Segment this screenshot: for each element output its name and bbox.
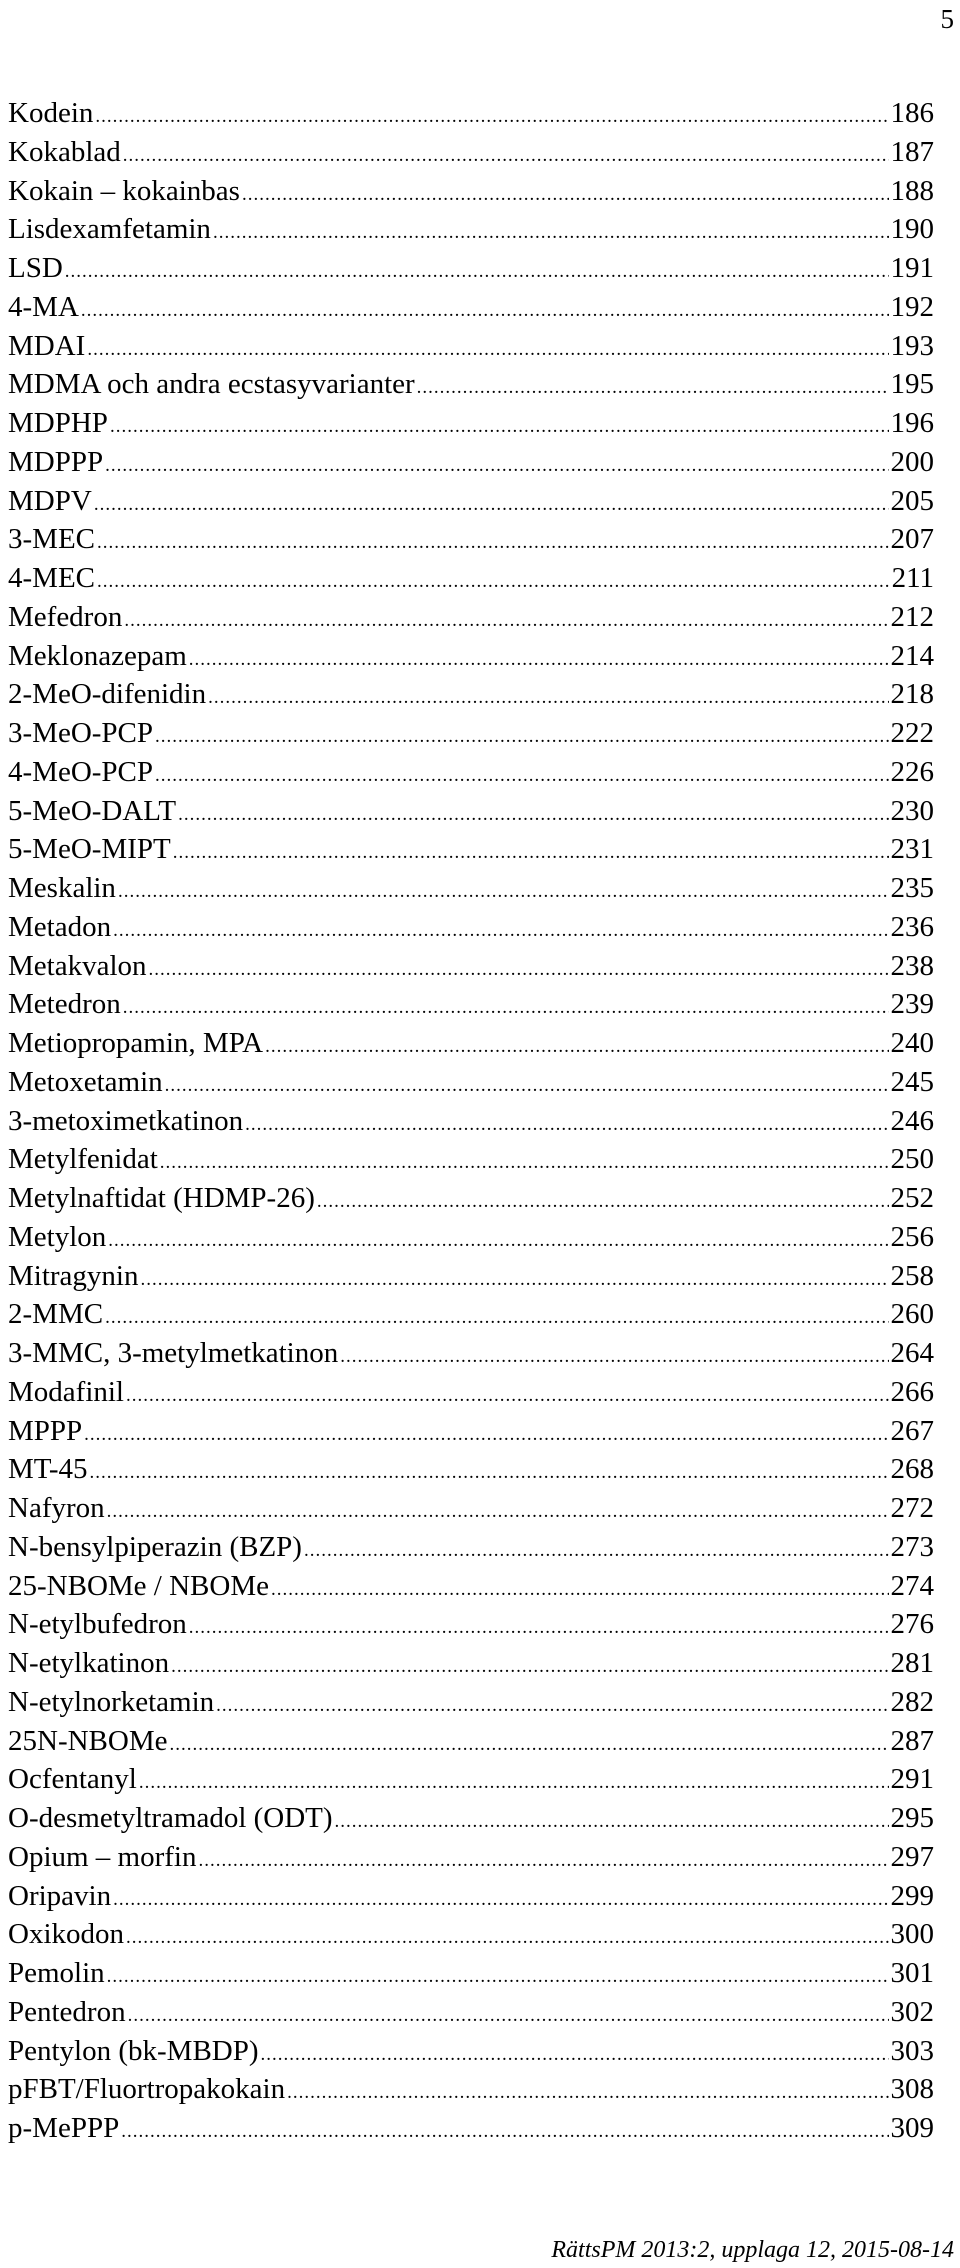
toc-dot-leader <box>340 1347 888 1366</box>
toc-entry-label: Ocfentanyl <box>8 1763 137 1796</box>
toc-dot-leader <box>178 805 888 824</box>
toc-entry[interactable] <box>8 835 934 874</box>
toc-entry-page: 193 <box>890 329 934 362</box>
toc-entry[interactable] <box>8 135 934 177</box>
toc-entry-page: 192 <box>890 290 934 323</box>
toc-dot-leader <box>170 1735 889 1754</box>
toc-entry[interactable] <box>8 254 934 293</box>
toc-dot-leader <box>261 2045 889 2064</box>
toc-entry[interactable] <box>8 1259 934 1301</box>
toc-dot-leader <box>216 1696 888 1715</box>
toc-entry-label: Metylon <box>8 1220 107 1253</box>
toc-entry-label: Modafinil <box>8 1375 124 1408</box>
toc-entry-label: Mitragynin <box>8 1259 139 1292</box>
toc-entry[interactable] <box>8 1029 934 1068</box>
toc-entry-page: 190 <box>890 213 934 246</box>
toc-entry[interactable] <box>8 1569 934 1611</box>
toc-entry-label: Mefedron <box>8 600 123 633</box>
toc-dot-leader <box>189 650 889 669</box>
toc-entry-page: 207 <box>890 523 934 556</box>
toc-entry-page: 281 <box>890 1647 934 1679</box>
table-of-contents <box>8 99 934 2153</box>
page-number: 5 <box>940 4 954 34</box>
toc-entry-label: Kodein <box>8 97 94 129</box>
toc-entry[interactable] <box>8 1959 934 1998</box>
toc-entry-label: Oripavin <box>8 1879 112 1912</box>
toc-entry-page: 258 <box>890 1259 934 1292</box>
toc-entry-page: 260 <box>890 1298 934 1331</box>
toc-dot-leader <box>123 146 889 165</box>
toc-entry[interactable] <box>8 1494 934 1533</box>
toc-entry-label: 3-MMC, 3-metylmetkatinon <box>8 1337 339 1369</box>
toc-entry-label: Nafyron <box>8 1492 105 1524</box>
toc-entry-label: MDAI <box>8 329 86 362</box>
toc-entry[interactable] <box>8 1145 934 1184</box>
toc-entry-page: 299 <box>890 1879 934 1912</box>
toc-entry[interactable] <box>8 1685 934 1727</box>
toc-entry[interactable] <box>8 409 934 448</box>
toc-entry-label: MDPV <box>8 484 92 517</box>
toc-entry-label: Metylnaftidat (HDMP-26) <box>8 1182 315 1214</box>
toc-entry[interactable] <box>8 874 934 913</box>
toc-entry[interactable] <box>8 564 934 603</box>
toc-entry[interactable] <box>8 1649 934 1688</box>
toc-entry-label: p-MePPP <box>8 2112 120 2144</box>
toc-entry-page: 238 <box>890 949 934 982</box>
toc-entry-label: 2-MMC <box>8 1298 104 1331</box>
toc-dot-leader <box>81 301 889 320</box>
toc-dot-leader <box>128 2006 889 2025</box>
toc-entry-label: MDPPP <box>8 445 104 478</box>
toc-entry-page: 268 <box>890 1453 934 1486</box>
toc-entry[interactable] <box>8 794 934 836</box>
toc-dot-leader <box>141 1270 889 1289</box>
toc-entry-page: 211 <box>891 562 934 594</box>
toc-entry[interactable] <box>8 2075 934 2114</box>
toc-entry[interactable] <box>8 329 934 371</box>
toc-entry-label: 4-MEC <box>8 562 95 594</box>
toc-dot-leader <box>271 1580 889 1599</box>
toc-entry-label: O-desmetyltramadol (ODT) <box>8 1802 333 1834</box>
toc-entry-label: 5-MeO-MIPT <box>8 833 171 866</box>
toc-entry-label: MDPHP <box>8 407 108 439</box>
toc-dot-leader <box>155 727 888 746</box>
toc-entry-page: 200 <box>890 445 934 478</box>
toc-dot-leader <box>208 688 888 707</box>
toc-entry-label: Pentylon (bk-MBDP) <box>8 2034 259 2067</box>
toc-dot-leader <box>113 921 888 940</box>
toc-entry-page: 274 <box>890 1569 934 1602</box>
toc-dot-leader <box>108 1231 888 1250</box>
toc-entry-label: MT-45 <box>8 1453 88 1486</box>
toc-entry-page: 273 <box>890 1530 934 1563</box>
toc-entry[interactable] <box>8 99 934 138</box>
toc-entry[interactable] <box>8 910 934 952</box>
toc-entry-page: 246 <box>890 1104 934 1137</box>
toc-dot-leader <box>139 1773 889 1792</box>
toc-dot-leader <box>90 1463 889 1482</box>
toc-entry-page: 297 <box>890 1840 934 1873</box>
toc-entry-page: 300 <box>890 1918 934 1951</box>
toc-entry-label: 25N-NBOMe <box>8 1724 168 1757</box>
toc-entry-label: Meskalin <box>8 872 116 904</box>
toc-entry-page: 295 <box>890 1802 934 1834</box>
toc-entry-label: pFBT/Fluortropakokain <box>8 2073 286 2106</box>
toc-dot-leader <box>87 340 888 359</box>
toc-entry-page: 196 <box>890 407 934 439</box>
toc-entry[interactable] <box>8 525 934 564</box>
toc-dot-leader <box>160 1153 889 1172</box>
toc-entry-page: 218 <box>890 678 934 711</box>
toc-dot-leader <box>84 1425 888 1444</box>
toc-entry-page: 226 <box>890 755 934 788</box>
toc-entry-label: Metedron <box>8 988 121 1021</box>
toc-entry-label: Metiopropamin, MPA <box>8 1027 264 1059</box>
toc-entry-page: 256 <box>890 1220 934 1253</box>
toc-entry-label: Metoxetamin <box>8 1065 163 1098</box>
toc-entry-label: Metylfenidat <box>8 1143 158 1176</box>
toc-entry-page: 264 <box>890 1337 934 1369</box>
toc-entry[interactable] <box>8 215 934 254</box>
toc-entry[interactable] <box>8 949 934 991</box>
toc-entry-page: 250 <box>890 1143 934 1176</box>
toc-entry[interactable] <box>8 290 934 332</box>
toc-entry[interactable] <box>8 1300 934 1339</box>
toc-entry-label: 3-MEC <box>8 523 95 556</box>
toc-entry-page: 266 <box>890 1375 934 1408</box>
toc-entry-page: 195 <box>890 368 934 401</box>
toc-dot-leader <box>317 1192 889 1211</box>
toc-dot-leader <box>107 1502 889 1521</box>
toc-entry[interactable] <box>8 639 934 681</box>
toc-entry[interactable] <box>8 174 934 216</box>
toc-entry-page: 186 <box>890 97 934 129</box>
toc-dot-leader <box>126 1386 889 1405</box>
toc-entry-page: 301 <box>890 1957 934 1989</box>
toc-entry-label: Metadon <box>8 910 112 943</box>
toc-entry-page: 230 <box>890 794 934 827</box>
toc-dot-leader <box>95 107 888 126</box>
toc-dot-leader <box>213 223 889 242</box>
toc-dot-leader <box>94 495 889 514</box>
toc-dot-leader <box>242 185 889 204</box>
toc-entry-label: N-etylkatinon <box>8 1647 170 1679</box>
toc-dot-leader <box>304 1541 889 1560</box>
toc-entry-label: Oxikodon <box>8 1918 124 1951</box>
toc-entry-page: 231 <box>890 833 934 866</box>
toc-dot-leader <box>110 417 889 436</box>
toc-entry-label: Lisdexamfetamin <box>8 213 211 246</box>
toc-entry-page: 308 <box>890 2073 934 2106</box>
toc-dot-leader <box>417 378 889 397</box>
toc-entry[interactable] <box>8 1455 934 1494</box>
toc-dot-leader <box>189 1618 889 1637</box>
toc-entry-page: 309 <box>890 2112 934 2144</box>
toc-entry-label: N-bensylpiperazin (BZP) <box>8 1530 302 1563</box>
toc-entry-page: 282 <box>890 1685 934 1718</box>
toc-entry-label: Kokablad <box>8 135 121 168</box>
toc-entry-page: 287 <box>890 1724 934 1757</box>
toc-entry[interactable] <box>8 719 934 758</box>
toc-dot-leader <box>113 1890 888 1909</box>
toc-entry-page: 205 <box>890 484 934 517</box>
toc-entry-page: 267 <box>890 1414 934 1447</box>
toc-entry[interactable] <box>8 680 934 719</box>
toc-entry[interactable] <box>8 445 934 487</box>
toc-dot-leader <box>107 1967 889 1986</box>
toc-entry-page: 303 <box>890 2034 934 2067</box>
toc-entry-label: N-etylbufedron <box>8 1608 187 1641</box>
toc-entry-page: 236 <box>890 910 934 943</box>
toc-dot-leader <box>124 611 888 630</box>
toc-entry-label: 2-MeO-difenidin <box>8 678 207 711</box>
toc-dot-leader <box>245 1115 888 1134</box>
toc-entry[interactable] <box>8 1840 934 1882</box>
toc-entry[interactable] <box>8 1530 934 1572</box>
toc-entry-page: 276 <box>890 1608 934 1641</box>
toc-entry-label: Kokain – kokainbas <box>8 174 240 207</box>
toc-entry-label: 25-NBOMe / NBOMe <box>8 1569 269 1602</box>
toc-dot-leader <box>65 262 889 281</box>
toc-entry-page: 212 <box>890 600 934 633</box>
toc-entry-page: 222 <box>890 717 934 749</box>
toc-entry-label: MPPP <box>8 1414 83 1447</box>
toc-entry-label: MDMA och andra ecstasyvarianter <box>8 368 415 401</box>
toc-entry-label: 3-MeO-PCP <box>8 717 154 749</box>
toc-entry[interactable] <box>8 1879 934 1921</box>
toc-dot-leader <box>199 1851 889 1870</box>
toc-entry-page: 302 <box>890 1995 934 2028</box>
toc-entry-page: 291 <box>890 1763 934 1796</box>
toc-dot-leader <box>165 1076 889 1095</box>
toc-entry[interactable] <box>8 1804 934 1843</box>
toc-dot-leader <box>123 998 889 1017</box>
toc-entry-label: Opium – morfin <box>8 1840 197 1873</box>
toc-entry-page: 188 <box>890 174 934 207</box>
toc-entry-label: N-etylnorketamin <box>8 1685 215 1718</box>
toc-entry-page: 191 <box>890 252 934 284</box>
toc-entry[interactable] <box>8 2114 934 2153</box>
toc-entry[interactable] <box>8 370 934 409</box>
toc-dot-leader <box>118 882 889 901</box>
toc-dot-leader <box>97 533 889 552</box>
toc-entry[interactable] <box>8 755 934 797</box>
toc-entry[interactable] <box>8 1610 934 1649</box>
toc-entry-page: 187 <box>890 135 934 168</box>
toc-entry-label: Meklonazepam <box>8 639 187 672</box>
toc-dot-leader <box>335 1812 889 1831</box>
toc-entry-page: 252 <box>890 1182 934 1214</box>
toc-entry[interactable] <box>8 1414 934 1456</box>
toc-entry-page: 272 <box>890 1492 934 1524</box>
toc-entry-page: 240 <box>890 1027 934 1059</box>
toc-entry-page: 245 <box>890 1065 934 1098</box>
toc-entry-label: LSD <box>8 252 63 284</box>
toc-entry[interactable] <box>8 1724 934 1766</box>
toc-dot-leader <box>171 1657 888 1676</box>
toc-entry-label: Pemolin <box>8 1957 105 1989</box>
toc-entry-label: Metakvalon <box>8 949 147 982</box>
toc-entry[interactable] <box>8 1184 934 1223</box>
toc-entry[interactable] <box>8 1995 934 2037</box>
toc-entry[interactable] <box>8 1765 934 1804</box>
toc-entry-page: 239 <box>890 988 934 1021</box>
toc-dot-leader <box>105 456 888 475</box>
toc-dot-leader <box>287 2083 888 2102</box>
toc-dot-leader <box>173 843 889 862</box>
toc-entry[interactable] <box>8 1375 934 1417</box>
toc-dot-leader <box>105 1308 888 1327</box>
toc-dot-leader <box>265 1037 888 1056</box>
toc-entry-label: 4-MA <box>8 290 79 323</box>
toc-entry-page: 214 <box>890 639 934 672</box>
toc-entry-label: 5-MeO-DALT <box>8 794 177 827</box>
toc-entry[interactable] <box>8 484 934 526</box>
toc-entry[interactable] <box>8 1920 934 1959</box>
document-footer: RättsPM 2013:2, upplaga 12, 2015-08-14 <box>551 2237 954 2263</box>
toc-entry[interactable] <box>8 1065 934 1107</box>
toc-entry[interactable] <box>8 1104 934 1146</box>
toc-entry[interactable] <box>8 1220 934 1262</box>
toc-entry[interactable] <box>8 600 934 642</box>
toc-dot-leader <box>121 2122 888 2141</box>
toc-entry-label: 3-metoximetkatinon <box>8 1104 244 1137</box>
toc-entry[interactable] <box>8 2034 934 2076</box>
toc-entry-label: Pentedron <box>8 1995 126 2028</box>
toc-dot-leader <box>126 1928 889 1947</box>
toc-entry[interactable] <box>8 1339 934 1378</box>
toc-dot-leader <box>97 572 890 591</box>
toc-dot-leader <box>149 960 889 979</box>
toc-entry[interactable] <box>8 990 934 1029</box>
toc-dot-leader <box>155 766 888 785</box>
toc-entry-page: 235 <box>890 872 934 904</box>
toc-entry-label: 4-MeO-PCP <box>8 755 154 788</box>
